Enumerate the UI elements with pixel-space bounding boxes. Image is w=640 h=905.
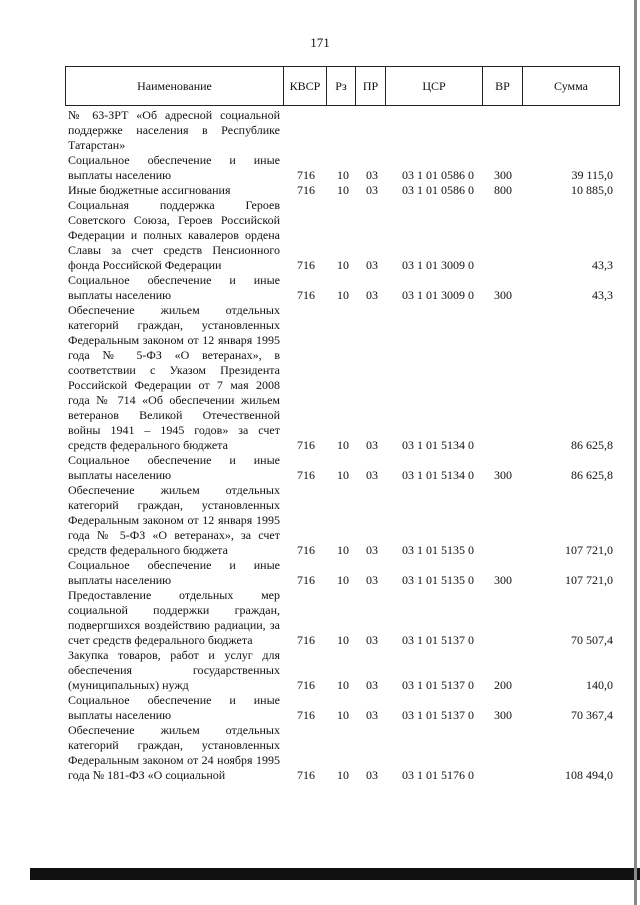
cell-rz: 10 [337, 468, 349, 482]
table-row [65, 183, 625, 198]
cell-rz: 10 [337, 633, 349, 647]
header-sum: Сумма [554, 79, 588, 93]
cell-vr: 300 [494, 573, 512, 587]
page-number: 171 [310, 35, 330, 50]
cell-vr: 300 [494, 468, 512, 482]
cell-pr: 03 [366, 288, 378, 302]
cell-csr: 03 1 01 5176 0 [402, 768, 474, 782]
row-name: Обеспечение жильем отдельных категорий граждан, установленных Федеральным законом от 12 января 1995 года № 5-ФЗ «О ветеранах», в соответствии с Указом Президента Российской Федерации от 7 мая 2008 года № 714 «Об обеспечении жильем ветеранов Великой Отечественной войны 1941 – 1945 годов» за счет средств федерального бюджета [68, 303, 280, 452]
cell-kvsr: 716 [297, 678, 315, 692]
table-row [65, 588, 625, 648]
cell-csr: 03 1 01 5134 0 [402, 468, 474, 482]
cell-rz: 10 [337, 288, 349, 302]
row-values [65, 543, 625, 558]
table-row [65, 483, 625, 558]
row-values [65, 438, 625, 453]
cell-csr: 03 1 01 5137 0 [402, 708, 474, 722]
scan-edge-bottom [30, 868, 640, 880]
cell-rz: 10 [337, 183, 349, 197]
cell-rz: 10 [337, 438, 349, 452]
cell-sum: 70 367,4 [571, 708, 613, 722]
cell-sum: 108 494,0 [565, 768, 613, 782]
header-pr: ПР [356, 67, 386, 105]
cell-pr: 03 [366, 468, 378, 482]
row-values [65, 183, 625, 198]
row-name: Социальная поддержка Героев Советского Союза, Героев Российской Федерации и полных кавалеров ордена Славы за счет средств Пенсионного фонда Российской Федерации [68, 198, 280, 272]
row-name: Социальное обеспечение и иные выплаты населению [68, 273, 280, 302]
table-row [65, 198, 625, 273]
cell-rz: 10 [337, 543, 349, 557]
header-name: Наименование [66, 67, 284, 105]
header-rz: Рз [327, 67, 356, 105]
cell-csr: 03 1 01 5135 0 [402, 573, 474, 587]
cell-pr: 03 [366, 768, 378, 782]
cell-kvsr: 716 [297, 768, 315, 782]
cell-rz: 10 [337, 573, 349, 587]
cell-sum: 43,3 [592, 258, 613, 272]
cell-kvsr: 716 [297, 573, 315, 587]
table-row [65, 273, 625, 303]
cell-vr: 800 [494, 183, 512, 197]
row-name: Иные бюджетные ассигнования [68, 183, 231, 197]
cell-kvsr: 716 [297, 183, 315, 197]
cell-sum: 140,0 [586, 678, 613, 692]
cell-kvsr: 716 [297, 288, 315, 302]
row-name: Обеспечение жильем отдельных категорий граждан, установленных Федеральным законом от 12 января 1995 года № 5-ФЗ «О ветеранах», за счет средств федерального бюджета [68, 483, 280, 557]
cell-vr: 200 [494, 678, 512, 692]
table-row [65, 693, 625, 723]
row-values [65, 288, 625, 303]
cell-rz: 10 [337, 258, 349, 272]
header-vr: ВР [483, 67, 523, 105]
cell-csr: 03 1 01 5135 0 [402, 543, 474, 557]
table-row [65, 648, 625, 693]
cell-kvsr: 716 [297, 168, 315, 182]
cell-vr: 300 [494, 708, 512, 722]
table-header [65, 66, 620, 106]
cell-pr: 03 [366, 258, 378, 272]
cell-pr: 03 [366, 438, 378, 452]
cell-csr: 03 1 01 3009 0 [402, 288, 474, 302]
row-values [65, 708, 625, 723]
cell-csr: 03 1 01 5134 0 [402, 438, 474, 452]
cell-kvsr: 716 [297, 438, 315, 452]
cell-rz: 10 [337, 168, 349, 182]
row-values [65, 768, 625, 783]
cell-sum: 86 625,8 [571, 438, 613, 452]
row-values [65, 678, 625, 693]
row-name: Социальное обеспечение и иные выплаты населению [68, 558, 280, 587]
cell-csr: 03 1 01 3009 0 [402, 258, 474, 272]
cell-sum: 86 625,8 [571, 468, 613, 482]
table-row [65, 558, 625, 588]
row-name: Закупка товаров, работ и услуг для обеспечения государственных (муниципальных) нужд [68, 648, 280, 692]
cell-sum: 107 721,0 [565, 573, 613, 587]
row-name: Социальное обеспечение и иные выплаты населению [68, 693, 280, 722]
scan-edge-right [634, 0, 637, 905]
cell-pr: 03 [366, 633, 378, 647]
cell-kvsr: 716 [297, 543, 315, 557]
cell-vr: 300 [494, 288, 512, 302]
cell-sum: 107 721,0 [565, 543, 613, 557]
row-name: № 63-ЗРТ «Об адресной социальной поддержке населения в Республике Татарстан» [68, 108, 280, 152]
row-values [65, 138, 625, 153]
cell-kvsr: 716 [297, 468, 315, 482]
cell-kvsr: 716 [297, 258, 315, 272]
cell-pr: 03 [366, 183, 378, 197]
cell-csr: 03 1 01 5137 0 [402, 678, 474, 692]
row-name: Обеспечение жильем отдельных категорий граждан, установленных Федеральным законом от 24 ноября 1995 года № 181-ФЗ «О социальной [68, 723, 280, 782]
cell-pr: 03 [366, 543, 378, 557]
row-values [65, 633, 625, 648]
cell-csr: 03 1 01 5137 0 [402, 633, 474, 647]
cell-csr: 03 1 01 0586 0 [402, 183, 474, 197]
cell-sum: 10 885,0 [571, 183, 613, 197]
cell-pr: 03 [366, 708, 378, 722]
row-values [65, 468, 625, 483]
cell-vr: 300 [494, 168, 512, 182]
cell-csr: 03 1 01 0586 0 [402, 168, 474, 182]
table-row [65, 303, 625, 453]
row-values [65, 573, 625, 588]
table-row [65, 153, 625, 183]
row-name: Социальное обеспечение и иные выплаты населению [68, 453, 280, 482]
cell-pr: 03 [366, 573, 378, 587]
table-row [65, 108, 625, 153]
cell-kvsr: 716 [297, 708, 315, 722]
row-name: Социальное обеспечение и иные выплаты населению [68, 153, 280, 182]
cell-sum: 70 507,4 [571, 633, 613, 647]
cell-rz: 10 [337, 708, 349, 722]
table-row [65, 723, 625, 783]
cell-pr: 03 [366, 168, 378, 182]
cell-rz: 10 [337, 678, 349, 692]
cell-sum: 43,3 [592, 288, 613, 302]
cell-rz: 10 [337, 768, 349, 782]
header-csr: ЦСР [386, 67, 483, 105]
table-body [65, 108, 625, 783]
cell-sum: 39 115,0 [571, 168, 613, 182]
row-values [65, 168, 625, 183]
table-row [65, 453, 625, 483]
header-kvsr: КВСР [284, 67, 327, 105]
cell-kvsr: 716 [297, 633, 315, 647]
row-name: Предоставление отдельных мер социальной поддержки граждан, подвергшихся воздействию радиации, за счет средств федерального бюджета [68, 588, 280, 647]
row-values [65, 258, 625, 273]
cell-pr: 03 [366, 678, 378, 692]
